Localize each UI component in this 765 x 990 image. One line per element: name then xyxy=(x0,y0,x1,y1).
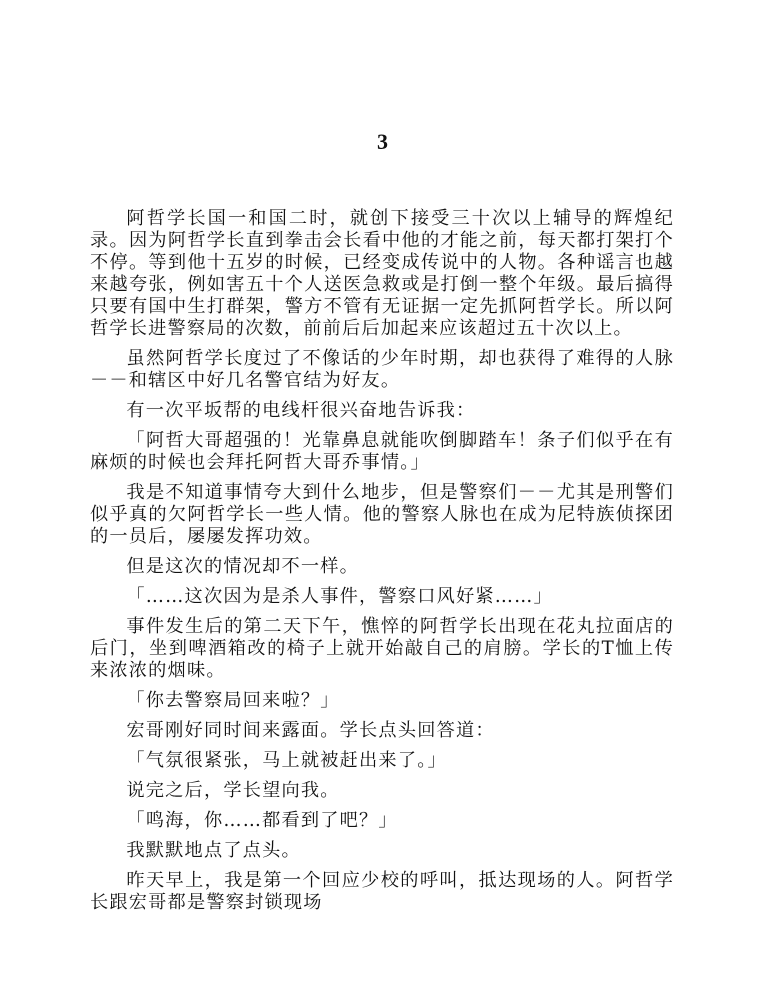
body-text xyxy=(90,208,674,922)
paragraph: 我是不知道事情夸大到什么地步，但是警察们－－尤其是刑警们似乎真的欠阿哲学长一些人情。他的警察人脉也在成为尼特族侦探团的一员后，屡屡发挥功效。 xyxy=(90,482,674,547)
paragraph: 虽然阿哲学长度过了不像话的少年时期，却也获得了难得的人脉－－和辖区中好几名警官结为好友。 xyxy=(90,348,674,391)
dialogue-paragraph: 「你去警察局回来啦？」 xyxy=(126,690,340,711)
paragraph: 昨天早上，我是第一个回应少校的呼叫，抵达现场的人。阿哲学长跟宏哥都是警察封锁现场 xyxy=(90,870,674,913)
dialogue-paragraph: 「阿哲大哥超强的！光靠鼻息就能吹倒脚踏车！条子们似乎在有麻烦的时候也会拜托阿哲大哥乔事情。」 xyxy=(90,430,674,473)
paragraph: 有一次平坂帮的电线杆很兴奋地告诉我： xyxy=(126,400,476,421)
paragraph: 说完之后，学长望向我。 xyxy=(126,780,340,801)
paragraph: 我默默地点了点头。 xyxy=(126,840,301,861)
chapter-number: 3 xyxy=(377,129,388,154)
paragraph: 阿哲学长国一和国二时，就创下接受三十次以上辅导的辉煌纪录。因为阿哲学长直到拳击会长看中他的才能之前，每天都打架打个不停。等到他十五岁的时候，已经变成传说中的人物。各种谣言也越来越夸张，例如害五十个人送医急救或是打倒一整个年级。最后搞得只要有国中生打群架，警方不管有无证据一定先抓阿哲学长。所以阿哲学长进警察局的次数，前前后后加起来应该超过五十次以上。 xyxy=(90,208,674,339)
paragraph: 但是这次的情况却不一样。 xyxy=(126,556,360,577)
paragraph: 事件发生后的第二天下午，憔悴的阿哲学长出现在花丸拉面店的后门，坐到啤酒箱改的椅子上就开始敲自己的肩膀。学长的T恤上传来浓浓的烟味。 xyxy=(90,616,674,681)
paragraph: 宏哥刚好同时间来露面。学长点头回答道： xyxy=(126,720,495,741)
dialogue-paragraph: 「鸣海，你……都看到了吧？」 xyxy=(126,810,398,831)
dialogue-paragraph: 「……这次因为是杀人事件，警察口风好紧……」 xyxy=(126,586,553,607)
dialogue-paragraph: 「气氛很紧张，马上就被赶出来了。」 xyxy=(126,750,447,771)
